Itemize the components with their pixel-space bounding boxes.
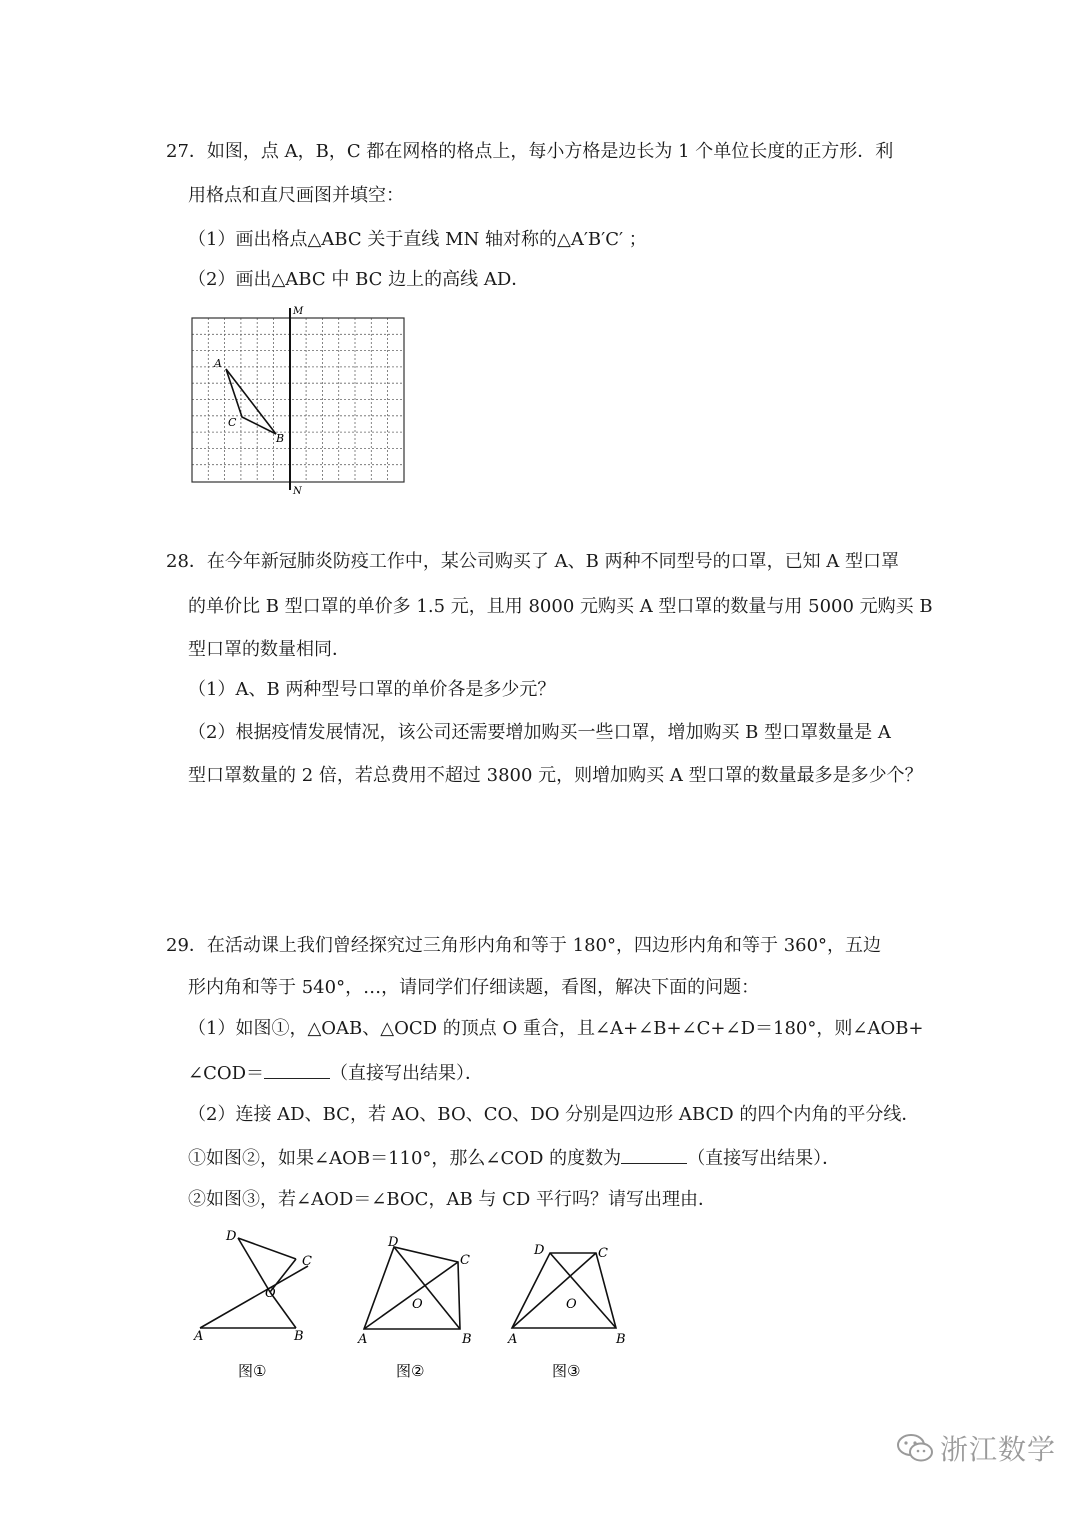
q28-part-1: （1）A、B 两种型号口罩的单价各是多少元？ <box>188 679 556 700</box>
fig1-label-d: D <box>226 1229 237 1244</box>
watermark <box>896 1428 1056 1468</box>
label-a: A <box>214 357 222 370</box>
q27-part-2: （2）画出△ABC 中 BC 边上的高线 AD． <box>188 269 530 290</box>
q29-sub-1-post: （直接写出结果）． <box>687 1148 841 1169</box>
answer-blank-2[interactable] <box>621 1145 687 1164</box>
q28-line-3: 型口罩的数量相同． <box>188 639 350 660</box>
q28-line-2: 的单价比 B 型口罩的单价多 1.5 元，且用 8000 元购买 A 型口罩的数量与用 5000 元购买 B <box>188 596 933 617</box>
fig1-label-o: O <box>265 1286 276 1301</box>
label-m: M <box>293 306 304 317</box>
q28-part-2a: （2）根据疫情发展情况，该公司还需要增加购买一些口罩，增加购买 B 型口罩数量是 A <box>188 722 891 743</box>
q27-line-1: 27．如图，点 A，B，C 都在网格的格点上，每小方格是边长为 1 个单位长度的正方形．利 <box>166 141 894 162</box>
figure-2 <box>354 1230 484 1395</box>
fig2-label-c: C <box>460 1253 470 1268</box>
fig3-label-o: O <box>566 1297 577 1312</box>
fig2-label-a: A <box>358 1332 368 1347</box>
q27-grid-figure <box>186 300 412 500</box>
fig2-label-b: B <box>462 1332 472 1347</box>
fig1-caption: 图① <box>238 1362 267 1380</box>
q29-part-1b <box>188 1060 483 1086</box>
q29-part-1b-pre: ∠COD＝ <box>188 1063 265 1084</box>
q28-part-2b: 型口罩数量的 2 倍，若总费用不超过 3800 元，则增加购买 A 型口罩的数量最多是多少个？ <box>188 765 923 786</box>
fig2-caption: 图② <box>396 1362 425 1380</box>
label-n: N <box>293 486 302 497</box>
fig3-label-b: B <box>616 1332 626 1347</box>
q29-sub-1 <box>188 1145 840 1171</box>
watermark-text: 浙江数学 <box>940 1433 1057 1466</box>
label-c: C <box>228 416 237 429</box>
q27-line-2: 用格点和直尺画图并填空： <box>188 185 404 206</box>
q29-line-2: 形内角和等于 540°，…，请同学们仔细读题，看图，解决下面的问题： <box>188 977 760 998</box>
fig1-label-c: C <box>302 1254 312 1269</box>
q29-part-1b-post: （直接写出结果）． <box>330 1063 484 1084</box>
answer-blank-1[interactable] <box>264 1060 330 1079</box>
figure-3 <box>506 1238 636 1393</box>
fig3-label-d: D <box>534 1243 545 1258</box>
label-b: B <box>276 432 285 445</box>
q29-part-2: （2）连接 AD、BC，若 AO、BO、CO、DO 分别是四边形 ABCD 的四个内角的平分线． <box>188 1104 920 1125</box>
fig3-label-c: C <box>598 1246 608 1261</box>
fig3-caption: 图③ <box>552 1362 581 1380</box>
fig1-label-a: A <box>194 1329 204 1344</box>
q29-sub-2: ②如图③，若∠AOD＝∠BOC，AB 与 CD 平行吗？请写出理由． <box>188 1189 717 1210</box>
q28-line-1: 28．在今年新冠肺炎防疫工作中，某公司购买了 A、B 两种不同型号的口罩，已知 A 型口罩 <box>166 551 900 572</box>
fig2-label-d: D <box>388 1235 399 1250</box>
q27-part-1: （1）画出格点△ABC 关于直线 MN 轴对称的△A′B′C′ ； <box>188 229 647 250</box>
wechat-icon <box>896 1432 934 1464</box>
fig3-label-a: A <box>508 1332 518 1347</box>
fig2-label-o: O <box>412 1297 423 1312</box>
q29-sub-1-pre: ①如图②，如果∠AOB＝110°，那么∠COD 的度数为 <box>188 1148 622 1169</box>
q29-part-1a: （1）如图①，△OAB、△OCD 的顶点 O 重合，且∠A+∠B+∠C+∠D＝180°，则∠AOB+ <box>188 1018 924 1039</box>
fig1-label-b: B <box>294 1329 304 1344</box>
figure-1 <box>190 1225 330 1395</box>
q29-line-1: 29．在活动课上我们曾经探究过三角形内角和等于 180°，四边形内角和等于 360°，五边 <box>166 935 882 956</box>
